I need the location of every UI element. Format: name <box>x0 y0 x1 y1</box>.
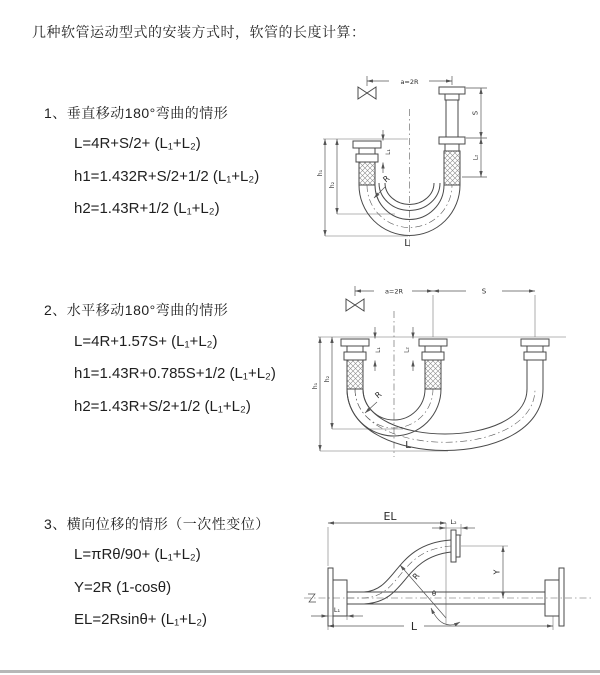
section-1-formula-h2: h2=1.43R+1/2 (L₁+L₂) <box>74 200 220 217</box>
page-title: 几种软管运动型式的安装方式时，软管的长度计算： <box>32 24 366 40</box>
radius-label: R <box>373 389 384 401</box>
section-2-formula-h1: h1=1.43R+0.785S+1/2 (L₁+L₂) <box>74 365 276 382</box>
section-2-heading: 2、水平移动180°弯曲的情形 <box>44 302 229 318</box>
valve-icon <box>355 299 364 311</box>
valve-icon <box>346 299 355 311</box>
dim-label-l2: L₂ <box>450 518 457 526</box>
dim-label-a2r: a=2R <box>400 77 419 86</box>
dim-label-h1: h₁ <box>312 382 319 390</box>
braided-hose-section <box>444 151 460 185</box>
dim-label-l1: L₁ <box>375 347 382 353</box>
length-label: L <box>405 440 411 451</box>
section-3-heading: 3、横向位移的情形（一次性变位） <box>44 516 270 532</box>
hose-drawing <box>304 530 592 626</box>
dim-label-l1: L₁ <box>385 149 392 155</box>
dim-label-y: Y <box>492 569 502 575</box>
length-label: L <box>410 620 418 633</box>
section-1-formula-L: L=4R+S/2+ (L₁+L₂) <box>74 135 201 152</box>
section-1-formula-h1: h1=1.432R+S/2+1/2 (L₁+L₂) <box>74 168 260 185</box>
braided-hose-section <box>425 360 441 389</box>
valve-icon <box>367 87 376 99</box>
diagram-vertical-180-bend <box>315 73 500 258</box>
radius-label: R <box>410 571 422 582</box>
valve-icon <box>358 87 367 99</box>
dimension-lines <box>323 76 487 236</box>
section-3-formula-Y: Y=2R (1-cosθ) <box>74 579 172 596</box>
braided-hose-section <box>359 162 375 185</box>
section-3-formula-EL: EL=2Rsinθ+ (L₁+L₂) <box>74 611 208 628</box>
section-3-formula-L: L=πRθ/90+ (L₁+L₂) <box>74 546 201 563</box>
dim-label-s: S <box>481 287 487 296</box>
radius-label: R <box>381 173 392 185</box>
dim-label-l2: L₂ <box>403 347 411 353</box>
dim-label-h2: h₂ <box>329 181 336 189</box>
section-2-formula-L: L=4R+1.57S+ (L₁+L₂) <box>74 333 218 350</box>
dim-label-s: S <box>471 110 480 116</box>
diagram-horizontal-180-bend <box>308 281 598 471</box>
diagram-lateral-displacement <box>298 506 598 651</box>
dim-label-l2: L₂ <box>472 154 480 161</box>
dim-label-l1: L₁ <box>333 606 341 614</box>
dim-label-el: EL <box>383 510 397 523</box>
hose-drawing <box>341 299 549 457</box>
length-label: L <box>404 238 410 249</box>
dim-label-h1: h₁ <box>317 169 324 177</box>
section-2-formula-h2: h2=1.43R+S/2+1/2 (L₁+L₂) <box>74 398 251 415</box>
dim-label-h2: h₂ <box>324 375 331 383</box>
dim-label-a2r: a=2R <box>384 287 404 296</box>
braided-hose-section <box>347 360 363 389</box>
section-1-heading: 1、垂直移动180°弯曲的情形 <box>44 105 229 121</box>
hose-drawing <box>353 87 465 247</box>
page-bottom-edge <box>0 670 600 673</box>
angle-theta-label: θ <box>431 590 437 598</box>
